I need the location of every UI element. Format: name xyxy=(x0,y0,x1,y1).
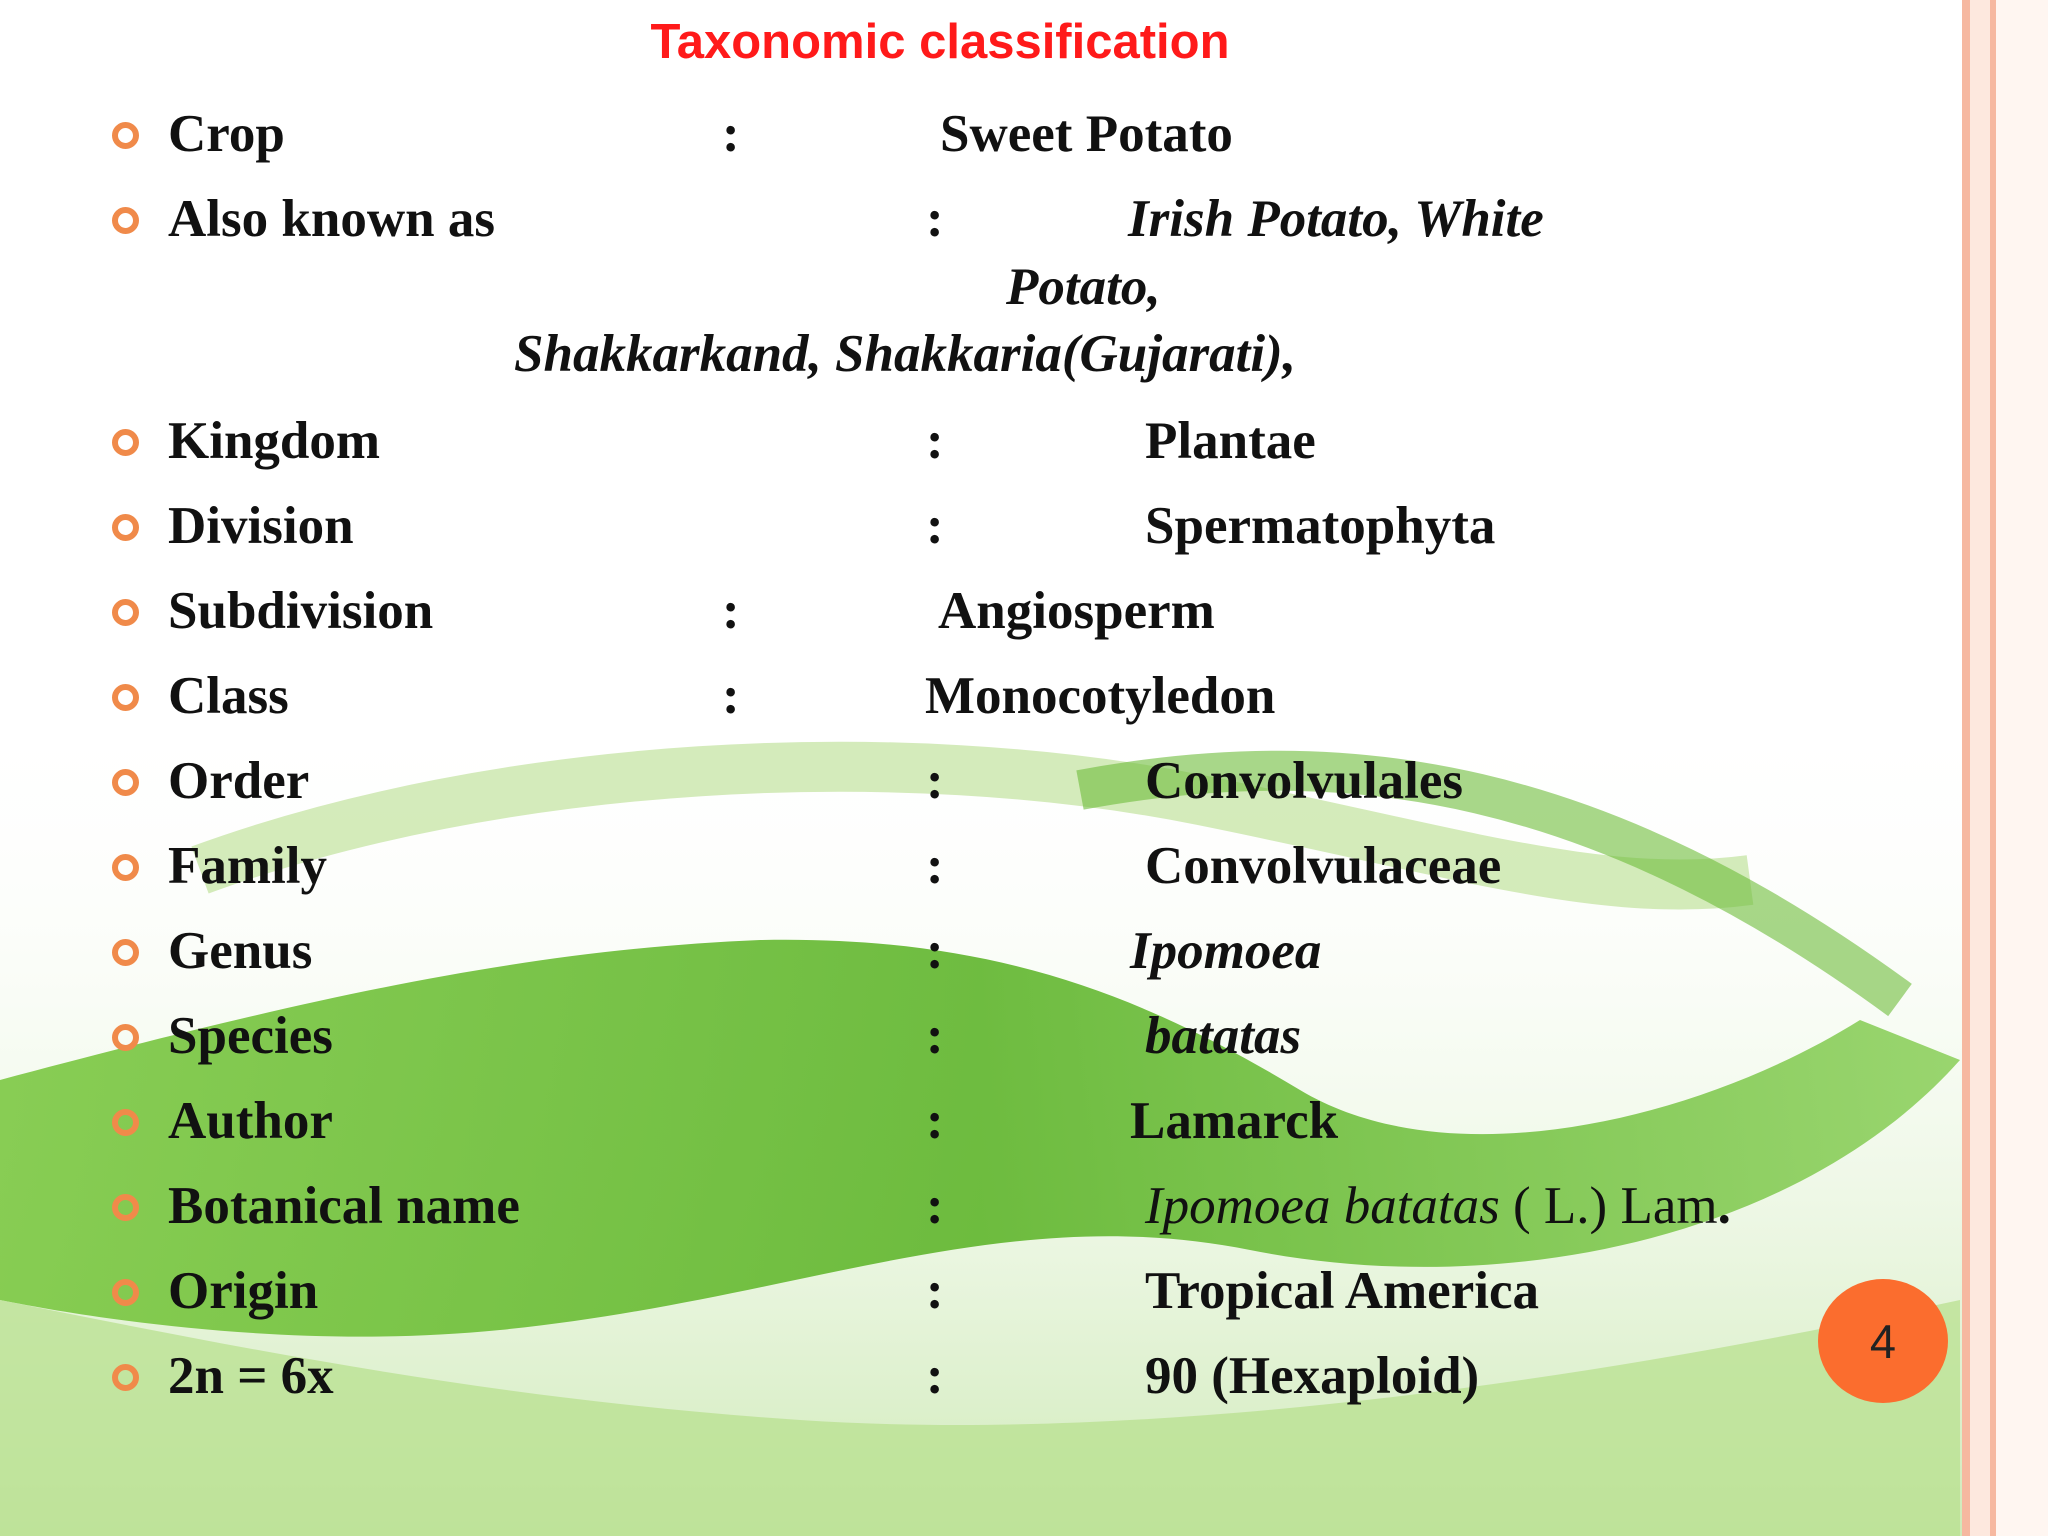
colon: : xyxy=(926,1007,944,1065)
right-border-panel xyxy=(1970,0,1990,1536)
value-author: ( L.) Lam xyxy=(1499,1177,1718,1235)
value: Convolvulaceae xyxy=(1145,837,1502,895)
colon: : xyxy=(926,1177,944,1235)
value: Tropical America xyxy=(1145,1262,1539,1320)
right-border-margin xyxy=(1996,0,2048,1536)
colon: : xyxy=(926,412,944,470)
colon: : xyxy=(722,582,740,640)
colon: : xyxy=(926,1347,944,1405)
right-border-stripe xyxy=(1962,0,1970,1536)
value: batatas xyxy=(1145,1007,1302,1065)
value: Spermatophyta xyxy=(1145,497,1496,555)
bullet-icon xyxy=(112,854,139,881)
value: 90 (Hexaploid) xyxy=(1145,1347,1480,1405)
value: Plantae xyxy=(1145,412,1316,470)
label: Genus xyxy=(168,922,313,980)
label: Also known as xyxy=(168,190,495,248)
slide-title: Taxonomic classification xyxy=(650,15,1230,69)
colon: : xyxy=(926,1092,944,1150)
colon: : xyxy=(926,497,944,555)
value-continuation: Potato, xyxy=(1006,258,1161,316)
label: Botanical name xyxy=(168,1177,520,1235)
bullet-icon xyxy=(112,684,139,711)
label: Subdivision xyxy=(168,582,434,640)
value: Lamarck xyxy=(1130,1092,1339,1150)
colon: : xyxy=(926,752,944,810)
label: Origin xyxy=(168,1262,319,1320)
value xyxy=(1145,1174,1731,1238)
label: Family xyxy=(168,837,327,895)
bullet-icon xyxy=(112,207,139,234)
value-continuation: Shakkarkand, Shakkaria(Gujarati), xyxy=(514,325,1296,383)
bullet-icon xyxy=(112,1024,139,1051)
label: 2n = 6x xyxy=(168,1347,334,1405)
colon: : xyxy=(926,1262,944,1320)
label: Author xyxy=(168,1092,333,1150)
value: Convolvulales xyxy=(1145,752,1464,810)
bullet-icon xyxy=(112,122,139,149)
value-italic: Ipomoea batatas xyxy=(1145,1177,1500,1235)
page-number-badge: 4 xyxy=(1818,1279,1948,1403)
bullet-icon xyxy=(112,769,139,796)
label: Division xyxy=(168,497,354,555)
label: Crop xyxy=(168,105,285,163)
colon: : xyxy=(926,837,944,895)
bullet-icon xyxy=(112,1364,139,1391)
label: Class xyxy=(168,667,289,725)
colon: : xyxy=(926,190,944,248)
value: Angiosperm xyxy=(938,582,1215,640)
bullet-icon xyxy=(112,514,139,541)
label: Order xyxy=(168,752,310,810)
colon: : xyxy=(722,105,740,163)
value: Sweet Potato xyxy=(940,105,1233,163)
value-end: . xyxy=(1717,1177,1731,1235)
value: Ipomoea xyxy=(1130,922,1322,980)
bullet-icon xyxy=(112,1279,139,1306)
value: Irish Potato, White xyxy=(1128,190,1544,248)
colon: : xyxy=(722,667,740,725)
label: Species xyxy=(168,1007,333,1065)
bullet-icon xyxy=(112,429,139,456)
bullet-icon xyxy=(112,1194,139,1221)
bullet-icon xyxy=(112,1109,139,1136)
colon: : xyxy=(926,922,944,980)
value: Monocotyledon xyxy=(925,667,1276,725)
bullet-icon xyxy=(112,939,139,966)
label: Kingdom xyxy=(168,412,381,470)
bullet-icon xyxy=(112,599,139,626)
